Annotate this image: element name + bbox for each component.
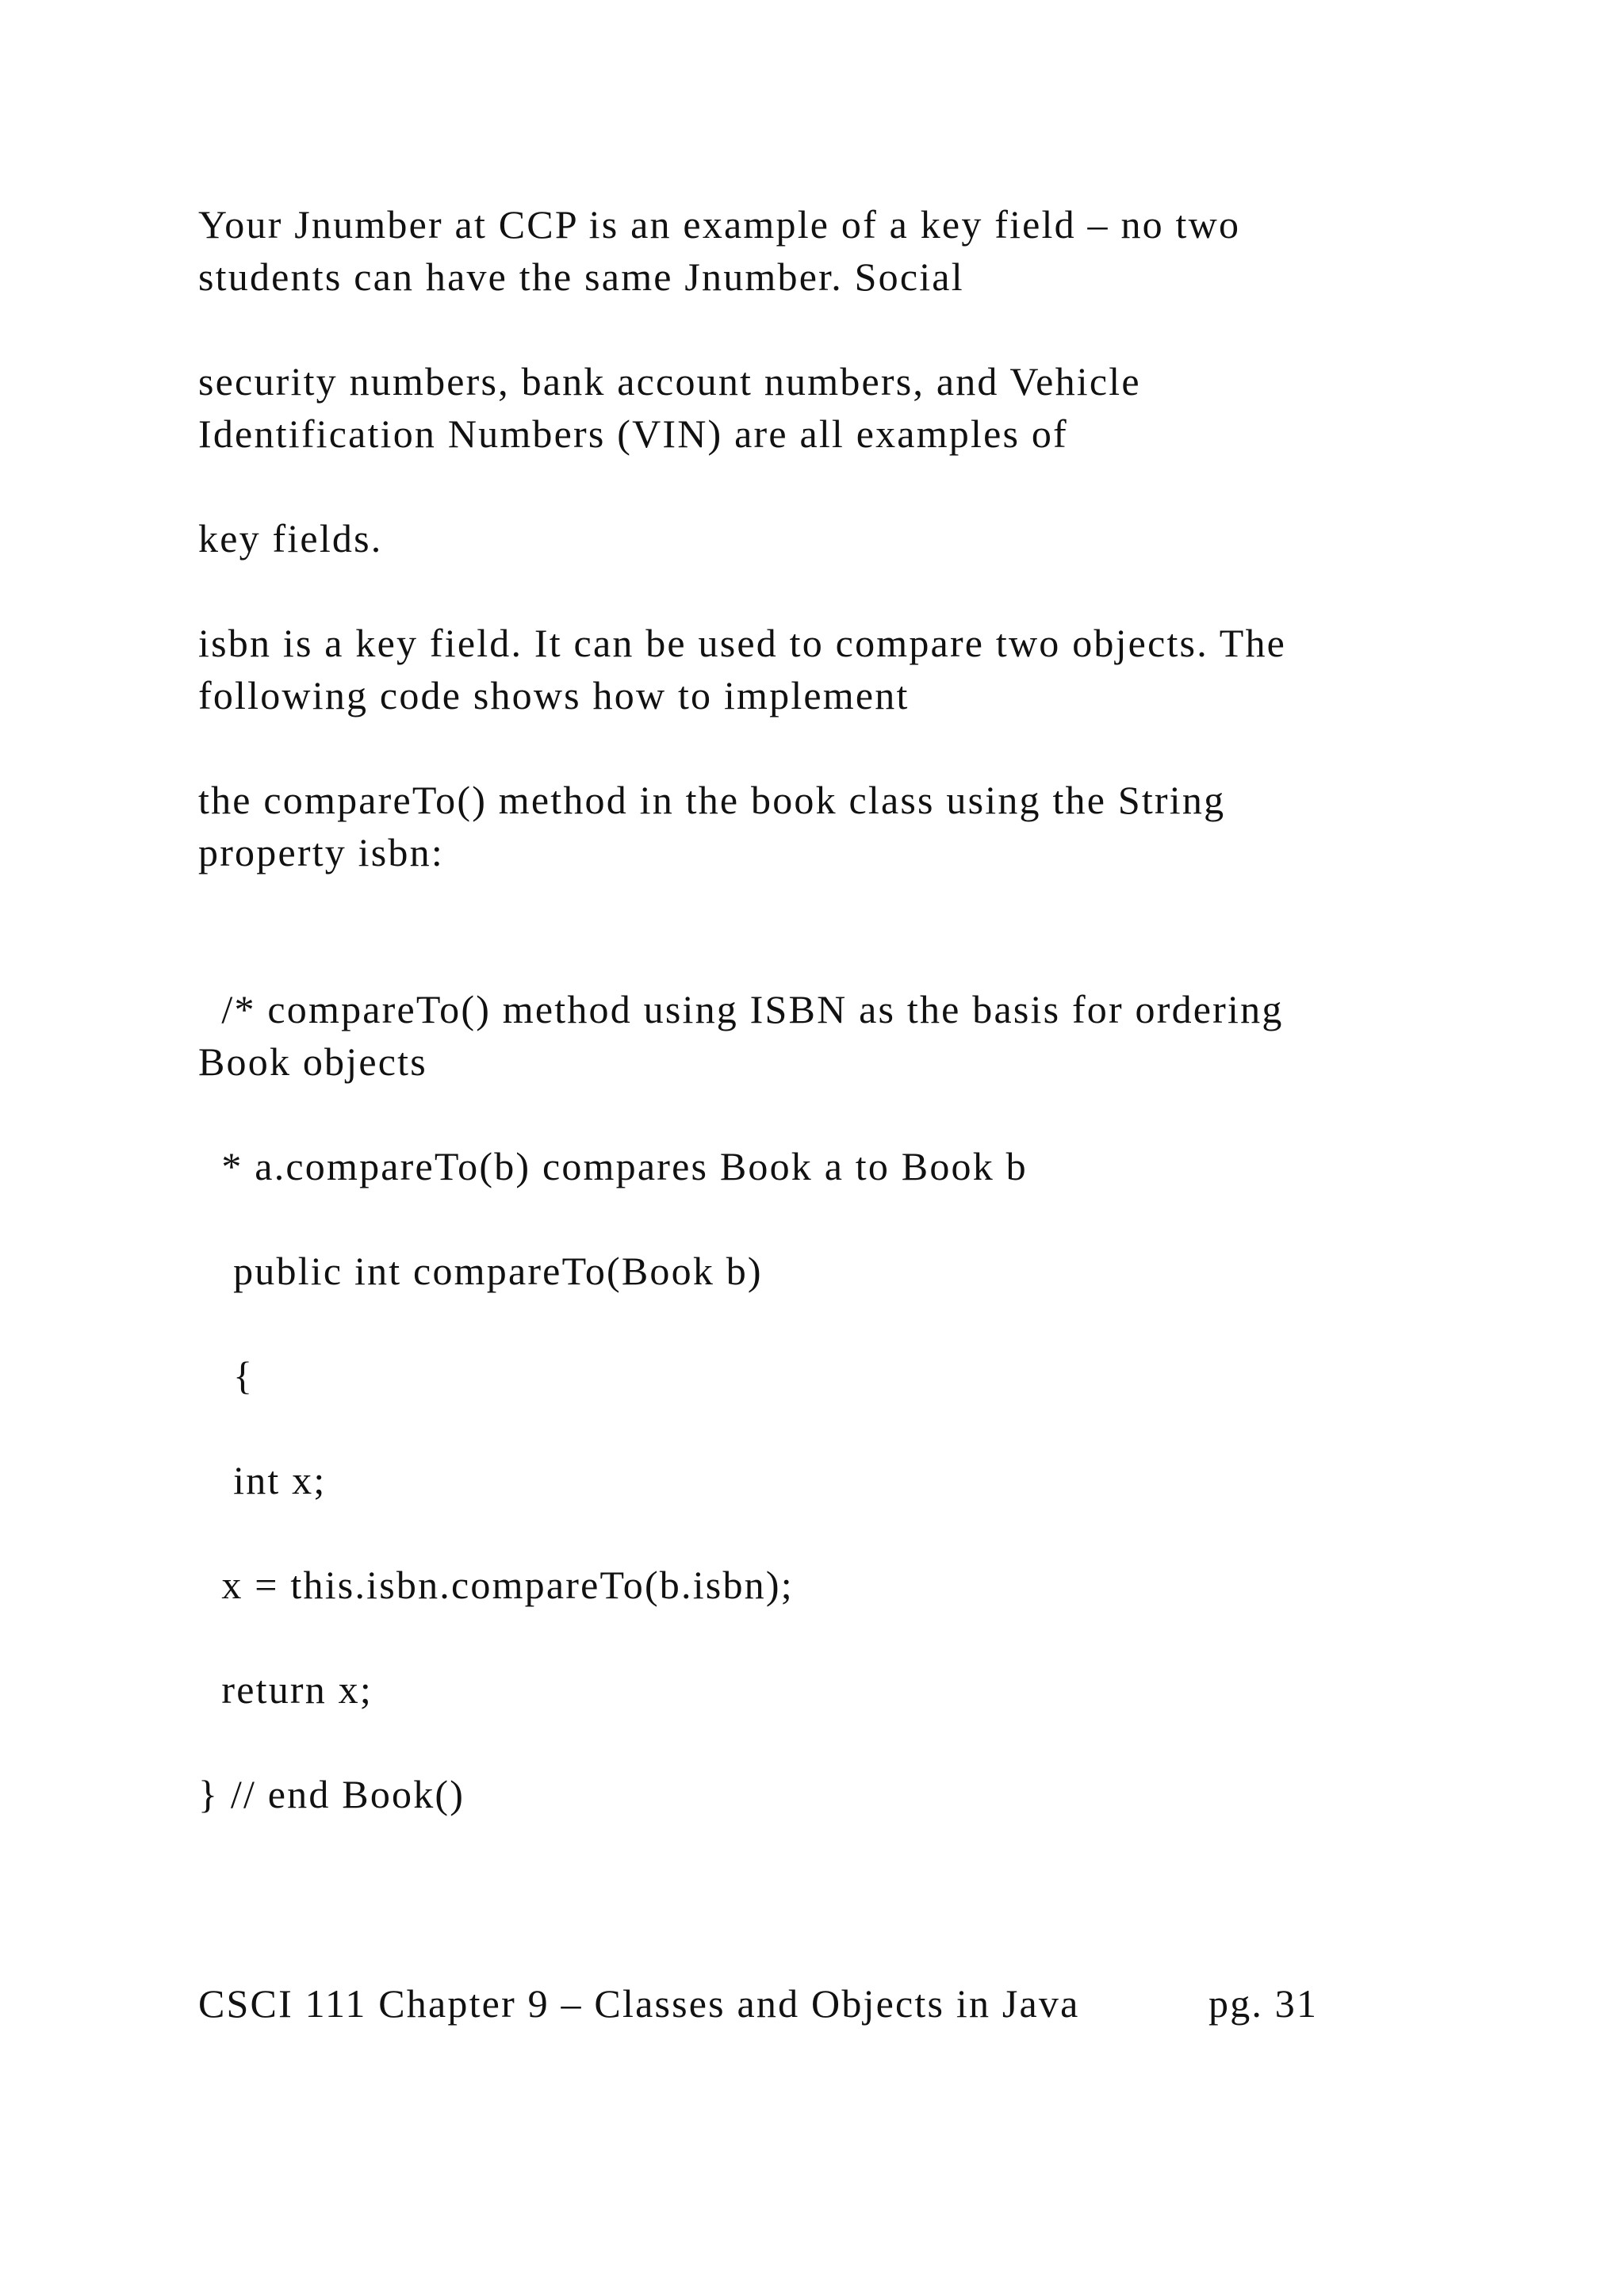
page-number: pg. 31 bbox=[1208, 1981, 1319, 2026]
paragraph-line: following code shows how to implement bbox=[198, 673, 910, 718]
paragraph-line: Identification Numbers (VIN) are all examples of bbox=[198, 411, 1068, 456]
paragraph-line: the compareTo() method in the book class using the String bbox=[198, 778, 1226, 822]
code-line: { bbox=[198, 1353, 255, 1398]
code-line: } // end Book() bbox=[198, 1772, 465, 1816]
paragraph-line: Your Jnumber at CCP is an example of a key field – no two bbox=[198, 202, 1241, 247]
code-line: int x; bbox=[198, 1458, 327, 1502]
code-line: * a.compareTo(b) compares Book a to Book b bbox=[198, 1144, 1028, 1188]
paragraph-line: key fields. bbox=[198, 516, 383, 561]
code-line: /* compareTo() method using ISBN as the basis for ordering bbox=[198, 987, 1284, 1031]
code-line: public int compareTo(Book b) bbox=[198, 1249, 763, 1293]
paragraph-line: property isbn: bbox=[198, 830, 444, 874]
code-line: x = this.isbn.compareTo(b.isbn); bbox=[198, 1563, 794, 1607]
paragraph-line: security numbers, bank account numbers, and Vehicle bbox=[198, 359, 1141, 404]
page-footer-title: CSCI 111 Chapter 9 – Classes and Objects in Java bbox=[198, 1981, 1080, 2026]
paragraph-line: isbn is a key field. It can be used to compare two objects. The bbox=[198, 621, 1287, 665]
code-line: return x; bbox=[198, 1667, 373, 1712]
paragraph-line: students can have the same Jnumber. Social bbox=[198, 254, 964, 299]
code-line: Book objects bbox=[198, 1039, 427, 1084]
